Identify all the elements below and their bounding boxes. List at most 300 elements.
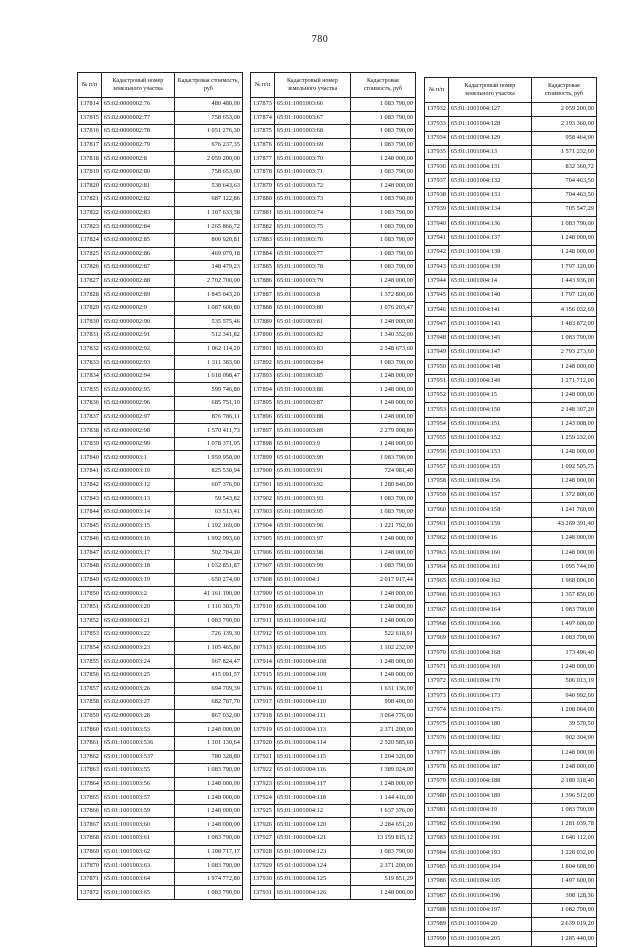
cadastral-number: 65:01:1001003:57 <box>101 791 174 805</box>
table-row <box>425 431 597 445</box>
table-row <box>425 846 597 860</box>
row-number: 137895 <box>251 397 275 411</box>
table-row <box>425 288 597 302</box>
cadastral-value: 1 083 790,00 <box>350 492 415 506</box>
table-row <box>251 424 416 438</box>
table-row <box>425 160 597 174</box>
table-row <box>251 641 416 655</box>
row-number: 137817 <box>78 138 102 152</box>
cadastral-value: 1 340 352,00 <box>350 329 415 343</box>
table-row <box>425 474 597 488</box>
cadastral-number: 65:01:1001003:82 <box>274 329 350 343</box>
cadastral-value: 758 653,00 <box>174 165 242 179</box>
row-number: 137953 <box>425 403 449 417</box>
cadastral-number: 65:01:1001004:197 <box>448 903 531 917</box>
row-number: 137829 <box>78 301 102 315</box>
cadastral-value: 1 248 000,00 <box>350 587 415 601</box>
table-row <box>251 356 416 370</box>
table-row <box>251 138 416 152</box>
row-number: 137983 <box>425 832 449 846</box>
cadastral-number: 65:01:1001004:180 <box>448 717 531 731</box>
row-number: 137919 <box>251 723 275 737</box>
row-number: 137913 <box>251 641 275 655</box>
row-number: 137824 <box>78 233 102 247</box>
cadastral-number: 65:01:1001004:16 <box>448 531 531 545</box>
cadastral-value: 1 083 790,00 <box>174 859 242 873</box>
table-row <box>78 478 243 492</box>
cadastral-number: 65:01:1001004:166 <box>448 617 531 631</box>
cadastral-number: 65:01:1001004:20 <box>448 917 531 931</box>
cadastral-value: 1 248 000,00 <box>531 446 596 460</box>
table-row <box>251 519 416 533</box>
cadastral-number: 65:01:1001004:11 <box>274 682 350 696</box>
cadastral-number: 65:01:1001004:164 <box>448 603 531 617</box>
cadastral-value: 1 248 000,00 <box>350 369 415 383</box>
cadastral-number: 65:01:1001004:191 <box>448 832 531 846</box>
table-row <box>251 682 416 696</box>
cadastral-value: 1 083 790,00 <box>350 233 415 247</box>
row-number: 137894 <box>251 383 275 397</box>
cadastral-number: 65:02:0000003:14 <box>101 505 174 519</box>
row-number: 137860 <box>78 723 102 737</box>
cadastral-number: 65:01:1001004:173 <box>448 689 531 703</box>
table-row <box>425 774 597 788</box>
cadastral-number: 65:01:1001003:69 <box>274 138 350 152</box>
cadastral-number: 65:01:1001004:116 <box>274 764 350 778</box>
cadastral-value: 2 059 200,00 <box>531 103 596 117</box>
row-number: 137917 <box>251 696 275 710</box>
row-number: 137888 <box>251 301 275 315</box>
table-row <box>251 437 416 451</box>
row-number: 137848 <box>78 560 102 574</box>
row-number: 137885 <box>251 261 275 275</box>
table-row <box>425 760 597 774</box>
header-value: Кадастровая стоимость, руб <box>350 73 415 98</box>
table-row <box>251 206 416 220</box>
row-number: 137820 <box>78 179 102 193</box>
cadastral-value: 1 311 383,90 <box>174 356 242 370</box>
table-row <box>78 791 243 805</box>
cadastral-number: 65:01:1001003:76 <box>274 233 350 247</box>
cadastral-number: 65:01:1001003:66 <box>274 98 350 112</box>
table-row <box>425 403 597 417</box>
row-number: 137941 <box>425 231 449 245</box>
row-number: 137979 <box>425 774 449 788</box>
cadastral-value: 2 348 673,60 <box>350 342 415 356</box>
cadastral-value: 1 083 790,00 <box>350 138 415 152</box>
cadastral-number: 65:01:1001004:182 <box>448 732 531 746</box>
cadastral-value: 758 653,00 <box>174 111 242 125</box>
cadastral-value: 1 974 772,80 <box>174 872 242 886</box>
cadastral-value: 173 496,40 <box>531 646 596 660</box>
row-number: 137886 <box>251 274 275 288</box>
table-row <box>425 317 597 331</box>
cadastral-value: 704 463,50 <box>531 188 596 202</box>
cadastral-number: 65:02:0000002:84 <box>101 220 174 234</box>
header-cadastral: Кадастровый номер земельного участка <box>101 73 174 98</box>
cadastral-value: 1 248 000,00 <box>531 360 596 374</box>
cadastral-number: 65:01:1001004:13 <box>448 145 531 159</box>
table-row <box>251 492 416 506</box>
row-number: 137967 <box>425 603 449 617</box>
cadastral-number: 65:02:0000003:17 <box>101 546 174 560</box>
cadastral-value: 39 570,50 <box>531 717 596 731</box>
row-number: 137938 <box>425 188 449 202</box>
cadastral-number: 65:01:1001004:141 <box>448 303 531 317</box>
row-number: 137975 <box>425 717 449 731</box>
row-number: 137939 <box>425 203 449 217</box>
cadastral-value: 148 479,23 <box>174 261 242 275</box>
cadastral-number: 65:02:0000003:15 <box>101 519 174 533</box>
cadastral-value: 1 208 064,00 <box>531 703 596 717</box>
cadastral-value: 1 108 717,17 <box>174 845 242 859</box>
cadastral-value: 1 248 000,00 <box>350 315 415 329</box>
cadastral-number: 65:02:0000002:91 <box>101 329 174 343</box>
row-number: 137891 <box>251 342 275 356</box>
cadastral-value: 1 248 000,00 <box>350 397 415 411</box>
row-number: 137880 <box>251 193 275 207</box>
cadastral-number: 65:01:1001004:167 <box>448 631 531 645</box>
row-number: 137977 <box>425 746 449 760</box>
cadastral-table-2 <box>250 72 416 900</box>
table-row <box>251 193 416 207</box>
cadastral-number: 65:01:1001003:61 <box>101 832 174 846</box>
row-number: 137883 <box>251 233 275 247</box>
table-row <box>251 614 416 628</box>
cadastral-value: 1 631 136,00 <box>350 682 415 696</box>
cadastral-value: 1 082 790,00 <box>531 903 596 917</box>
cadastral-value: 1 083 790,00 <box>350 505 415 519</box>
cadastral-number: 65:02:0000002:99 <box>101 437 174 451</box>
cadastral-value: 1 281 039,78 <box>531 817 596 831</box>
table-row <box>425 303 597 317</box>
cadastral-value: 1 271 712,00 <box>531 374 596 388</box>
cadastral-value: 1 051 276,30 <box>174 125 242 139</box>
cadastral-number: 65:01:1001003:78 <box>274 261 350 275</box>
row-number: 137864 <box>78 777 102 791</box>
cadastral-value: 1 248 000,00 <box>350 655 415 669</box>
row-number: 137976 <box>425 732 449 746</box>
row-number: 137910 <box>251 600 275 614</box>
cadastral-number: 65:01:1001003:99 <box>274 560 350 574</box>
cadastral-number: 65:02:0000003:12 <box>101 478 174 492</box>
table-row <box>425 660 597 674</box>
cadastral-value: 1 062 114,20 <box>174 342 242 356</box>
table-row <box>251 872 416 886</box>
cadastral-value: 1 959 950,00 <box>174 451 242 465</box>
cadastral-number: 65:01:1001004:139 <box>448 260 531 274</box>
row-number: 137966 <box>425 589 449 603</box>
cadastral-number: 65:01:1001004:187 <box>448 760 531 774</box>
cadastral-value: 1 083 790,00 <box>350 125 415 139</box>
table-row <box>425 117 597 131</box>
table-row <box>425 746 597 760</box>
table-row <box>251 165 416 179</box>
cadastral-number: 65:02:0000002:9 <box>101 301 174 315</box>
table-row <box>251 369 416 383</box>
cadastral-number: 65:01:1001003:90 <box>274 451 350 465</box>
row-number: 137852 <box>78 614 102 628</box>
cadastral-number: 65:01:1001004:168 <box>448 646 531 660</box>
cadastral-value: 1 618 098,47 <box>174 369 242 383</box>
cadastral-table-1 <box>77 72 243 900</box>
cadastral-number: 65:01:1001004:170 <box>448 674 531 688</box>
row-number: 137825 <box>78 247 102 261</box>
row-number: 137942 <box>425 245 449 259</box>
row-number: 137816 <box>78 125 102 139</box>
row-number: 137828 <box>78 288 102 302</box>
header-value: Кадастровая стоимость, руб <box>531 78 596 103</box>
cadastral-value: 967 824,47 <box>174 655 242 669</box>
cadastral-number: 65:01:1001004:193 <box>448 846 531 860</box>
row-number: 137916 <box>251 682 275 696</box>
cadastral-number: 65:02:0000002:76 <box>101 98 174 112</box>
header-num: № п/п <box>425 78 449 103</box>
row-number: 137960 <box>425 503 449 517</box>
cadastral-number: 65:02:0000003:2 <box>101 587 174 601</box>
cadastral-number: 65:01:1001003:62 <box>101 845 174 859</box>
cadastral-value: 2 193 360,00 <box>531 117 596 131</box>
row-number: 137968 <box>425 617 449 631</box>
cadastral-value: 1 248 000,00 <box>531 760 596 774</box>
row-number: 137821 <box>78 193 102 207</box>
cadastral-number: 65:02:0000002:94 <box>101 369 174 383</box>
row-number: 137911 <box>251 614 275 628</box>
cadastral-value: 2 017 917,44 <box>350 573 415 587</box>
table-row <box>78 519 243 533</box>
table-row <box>251 274 416 288</box>
cadastral-value: 512 341,82 <box>174 329 242 343</box>
table-row <box>425 231 597 245</box>
cadastral-number: 65:01:1001004:132 <box>448 174 531 188</box>
cadastral-value: 1 083 790,00 <box>350 111 415 125</box>
cadastral-number: 65:01:1001004:195 <box>448 875 531 889</box>
table-row <box>78 560 243 574</box>
table-row <box>78 750 243 764</box>
cadastral-value: 1 389 024,00 <box>350 764 415 778</box>
cadastral-number: 65:01:1001004:123 <box>274 845 350 859</box>
cadastral-number: 65:01:1001003:71 <box>274 165 350 179</box>
cadastral-value: 1 248 000,00 <box>350 777 415 791</box>
cadastral-number: 65:01:1001004:145 <box>448 331 531 345</box>
cadastral-value: 2 148 307,20 <box>531 403 596 417</box>
row-number: 137868 <box>78 832 102 846</box>
cadastral-number: 65:01:1001003:53 <box>101 723 174 737</box>
row-number: 137961 <box>425 517 449 531</box>
row-number: 137928 <box>251 845 275 859</box>
cadastral-number: 65:01:1001004:137 <box>448 231 531 245</box>
cadastral-number: 65:02:0000002:96 <box>101 397 174 411</box>
table-row <box>425 860 597 874</box>
cadastral-value: 1 248 000,00 <box>174 777 242 791</box>
cadastral-value: 724 981,40 <box>350 465 415 479</box>
table-row <box>251 791 416 805</box>
table-row <box>78 410 243 424</box>
row-number: 137936 <box>425 160 449 174</box>
row-number: 137925 <box>251 804 275 818</box>
table-row <box>425 689 597 703</box>
cadastral-value: 43 269 391,40 <box>531 517 596 531</box>
table-row <box>78 696 243 710</box>
row-number: 137896 <box>251 410 275 424</box>
row-number: 137867 <box>78 818 102 832</box>
header-num: № п/п <box>78 73 102 98</box>
cadastral-number: 65:01:1001004:143 <box>448 317 531 331</box>
cadastral-value: 1 396 512,00 <box>531 789 596 803</box>
table-row <box>251 886 416 900</box>
cadastral-number: 65:01:1001003:93 <box>274 492 350 506</box>
row-number: 137858 <box>78 696 102 710</box>
cadastral-number: 65:02:0000003:18 <box>101 560 174 574</box>
cadastral-number: 65:01:1001004:100 <box>274 600 350 614</box>
cadastral-number: 65:02:0000002:95 <box>101 383 174 397</box>
table-row <box>78 614 243 628</box>
row-number: 137902 <box>251 492 275 506</box>
cadastral-number: 65:01:1001004:102 <box>274 614 350 628</box>
table-row <box>425 260 597 274</box>
row-number: 137954 <box>425 417 449 431</box>
table-row <box>251 723 416 737</box>
table-row <box>251 505 416 519</box>
row-number: 137905 <box>251 533 275 547</box>
table-row <box>251 777 416 791</box>
cadastral-value: 1 083 790,00 <box>350 356 415 370</box>
header-num: № п/п <box>251 73 275 98</box>
row-number: 137831 <box>78 329 102 343</box>
table-row <box>251 655 416 669</box>
row-number: 137840 <box>78 451 102 465</box>
cadastral-number: 65:02:0000002:86 <box>101 247 174 261</box>
cadastral-number: 65:01:1001004:189 <box>448 789 531 803</box>
row-number: 137932 <box>425 103 449 117</box>
cadastral-number: 65:01:1001004:115 <box>274 750 350 764</box>
row-number: 137950 <box>425 360 449 374</box>
cadastral-value: 1 248 000,00 <box>531 474 596 488</box>
row-number: 137871 <box>78 872 102 886</box>
row-number: 137835 <box>78 383 102 397</box>
table-row <box>78 886 243 900</box>
row-number: 137832 <box>78 342 102 356</box>
cadastral-value: 1 797 120,00 <box>531 260 596 274</box>
cadastral-value: 650 274,00 <box>174 573 242 587</box>
table-row <box>78 832 243 846</box>
header-value: Кадастровая стоимость, руб <box>174 73 242 98</box>
table-row <box>78 600 243 614</box>
row-number: 137877 <box>251 152 275 166</box>
row-number: 137978 <box>425 760 449 774</box>
cadastral-value: 1 248 000,00 <box>350 410 415 424</box>
row-number: 137878 <box>251 165 275 179</box>
table-row <box>251 451 416 465</box>
cadastral-value: 958 464,00 <box>531 131 596 145</box>
table-row <box>251 832 416 846</box>
cadastral-value: 1 204 320,00 <box>350 750 415 764</box>
cadastral-number: 65:01:1001003:68 <box>274 125 350 139</box>
row-number: 137988 <box>425 903 449 917</box>
cadastral-number: 65:01:1001004:19 <box>448 803 531 817</box>
table-row <box>425 174 597 188</box>
cadastral-value: 3 064 776,00 <box>350 709 415 723</box>
table-row <box>251 668 416 682</box>
cadastral-number: 65:01:1001004:159 <box>448 517 531 531</box>
table-row <box>78 342 243 356</box>
table-row <box>425 560 597 574</box>
cadastral-value: 1 083 790,00 <box>350 560 415 574</box>
cadastral-value: 1 248 000,00 <box>350 437 415 451</box>
table-row <box>251 233 416 247</box>
cadastral-number: 65:02:0000002:82 <box>101 193 174 207</box>
cadastral-value: 940 992,00 <box>531 689 596 703</box>
cadastral-number: 65:02:0000002:83 <box>101 206 174 220</box>
row-number: 137875 <box>251 125 275 139</box>
cadastral-value: 676 237,35 <box>174 138 242 152</box>
row-number: 137943 <box>425 260 449 274</box>
row-number: 137974 <box>425 703 449 717</box>
cadastral-number: 65:01:1001004:196 <box>448 889 531 903</box>
table-row <box>425 331 597 345</box>
cadastral-value: 1 083 790,00 <box>350 247 415 261</box>
cadastral-number: 65:01:1001004:113 <box>274 723 350 737</box>
row-number: 137854 <box>78 641 102 655</box>
cadastral-value: 1 228 032,00 <box>531 846 596 860</box>
cadastral-value: 41 161 190,00 <box>174 587 242 601</box>
cadastral-number: 65:01:1001004:162 <box>448 574 531 588</box>
table-row <box>425 674 597 688</box>
row-number: 137924 <box>251 791 275 805</box>
cadastral-value: 1 248 000,00 <box>350 533 415 547</box>
cadastral-value: 1 105 465,80 <box>174 641 242 655</box>
row-number: 137853 <box>78 628 102 642</box>
cadastral-value: 687 122,86 <box>174 193 242 207</box>
cadastral-value: 2 279 908,80 <box>350 424 415 438</box>
row-number: 137842 <box>78 478 102 492</box>
page-number: 780 <box>311 34 329 45</box>
cadastral-value: 415 091,57 <box>174 668 242 682</box>
row-number: 137897 <box>251 424 275 438</box>
table-row <box>78 533 243 547</box>
row-number: 137984 <box>425 846 449 860</box>
cadastral-value: 1 248 000,00 <box>350 668 415 682</box>
cadastral-value: 1 497 600,00 <box>531 617 596 631</box>
table-row <box>78 655 243 669</box>
cadastral-value: 502 784,20 <box>174 546 242 560</box>
table-row <box>251 111 416 125</box>
cadastral-value: 2 702 700,00 <box>174 274 242 288</box>
cadastral-value: 1 248 000,00 <box>174 723 242 737</box>
row-number: 137819 <box>78 165 102 179</box>
cadastral-value: 1 083 790,00 <box>350 220 415 234</box>
row-number: 137863 <box>78 764 102 778</box>
cadastral-value: 1 083 790,00 <box>350 845 415 859</box>
cadastral-number: 65:01:1001004:103 <box>274 628 350 642</box>
row-number: 137818 <box>78 152 102 166</box>
cadastral-number: 65:01:1001003:79 <box>274 274 350 288</box>
cadastral-number: 65:01:1001004:160 <box>448 546 531 560</box>
cadastral-value: 1 221 792,00 <box>350 519 415 533</box>
table-row <box>425 903 597 917</box>
table-row <box>425 703 597 717</box>
cadastral-number: 65:01:1001004:109 <box>274 668 350 682</box>
cadastral-value: 535 575,46 <box>174 315 242 329</box>
row-number: 137898 <box>251 437 275 451</box>
row-number: 137947 <box>425 317 449 331</box>
cadastral-number: 65:02:0000002:93 <box>101 356 174 370</box>
table-row <box>425 131 597 145</box>
row-number: 137874 <box>251 111 275 125</box>
cadastral-number: 65:01:1001004:155 <box>448 460 531 474</box>
table-row <box>425 717 597 731</box>
cadastral-value: 1 083 790,00 <box>174 832 242 846</box>
